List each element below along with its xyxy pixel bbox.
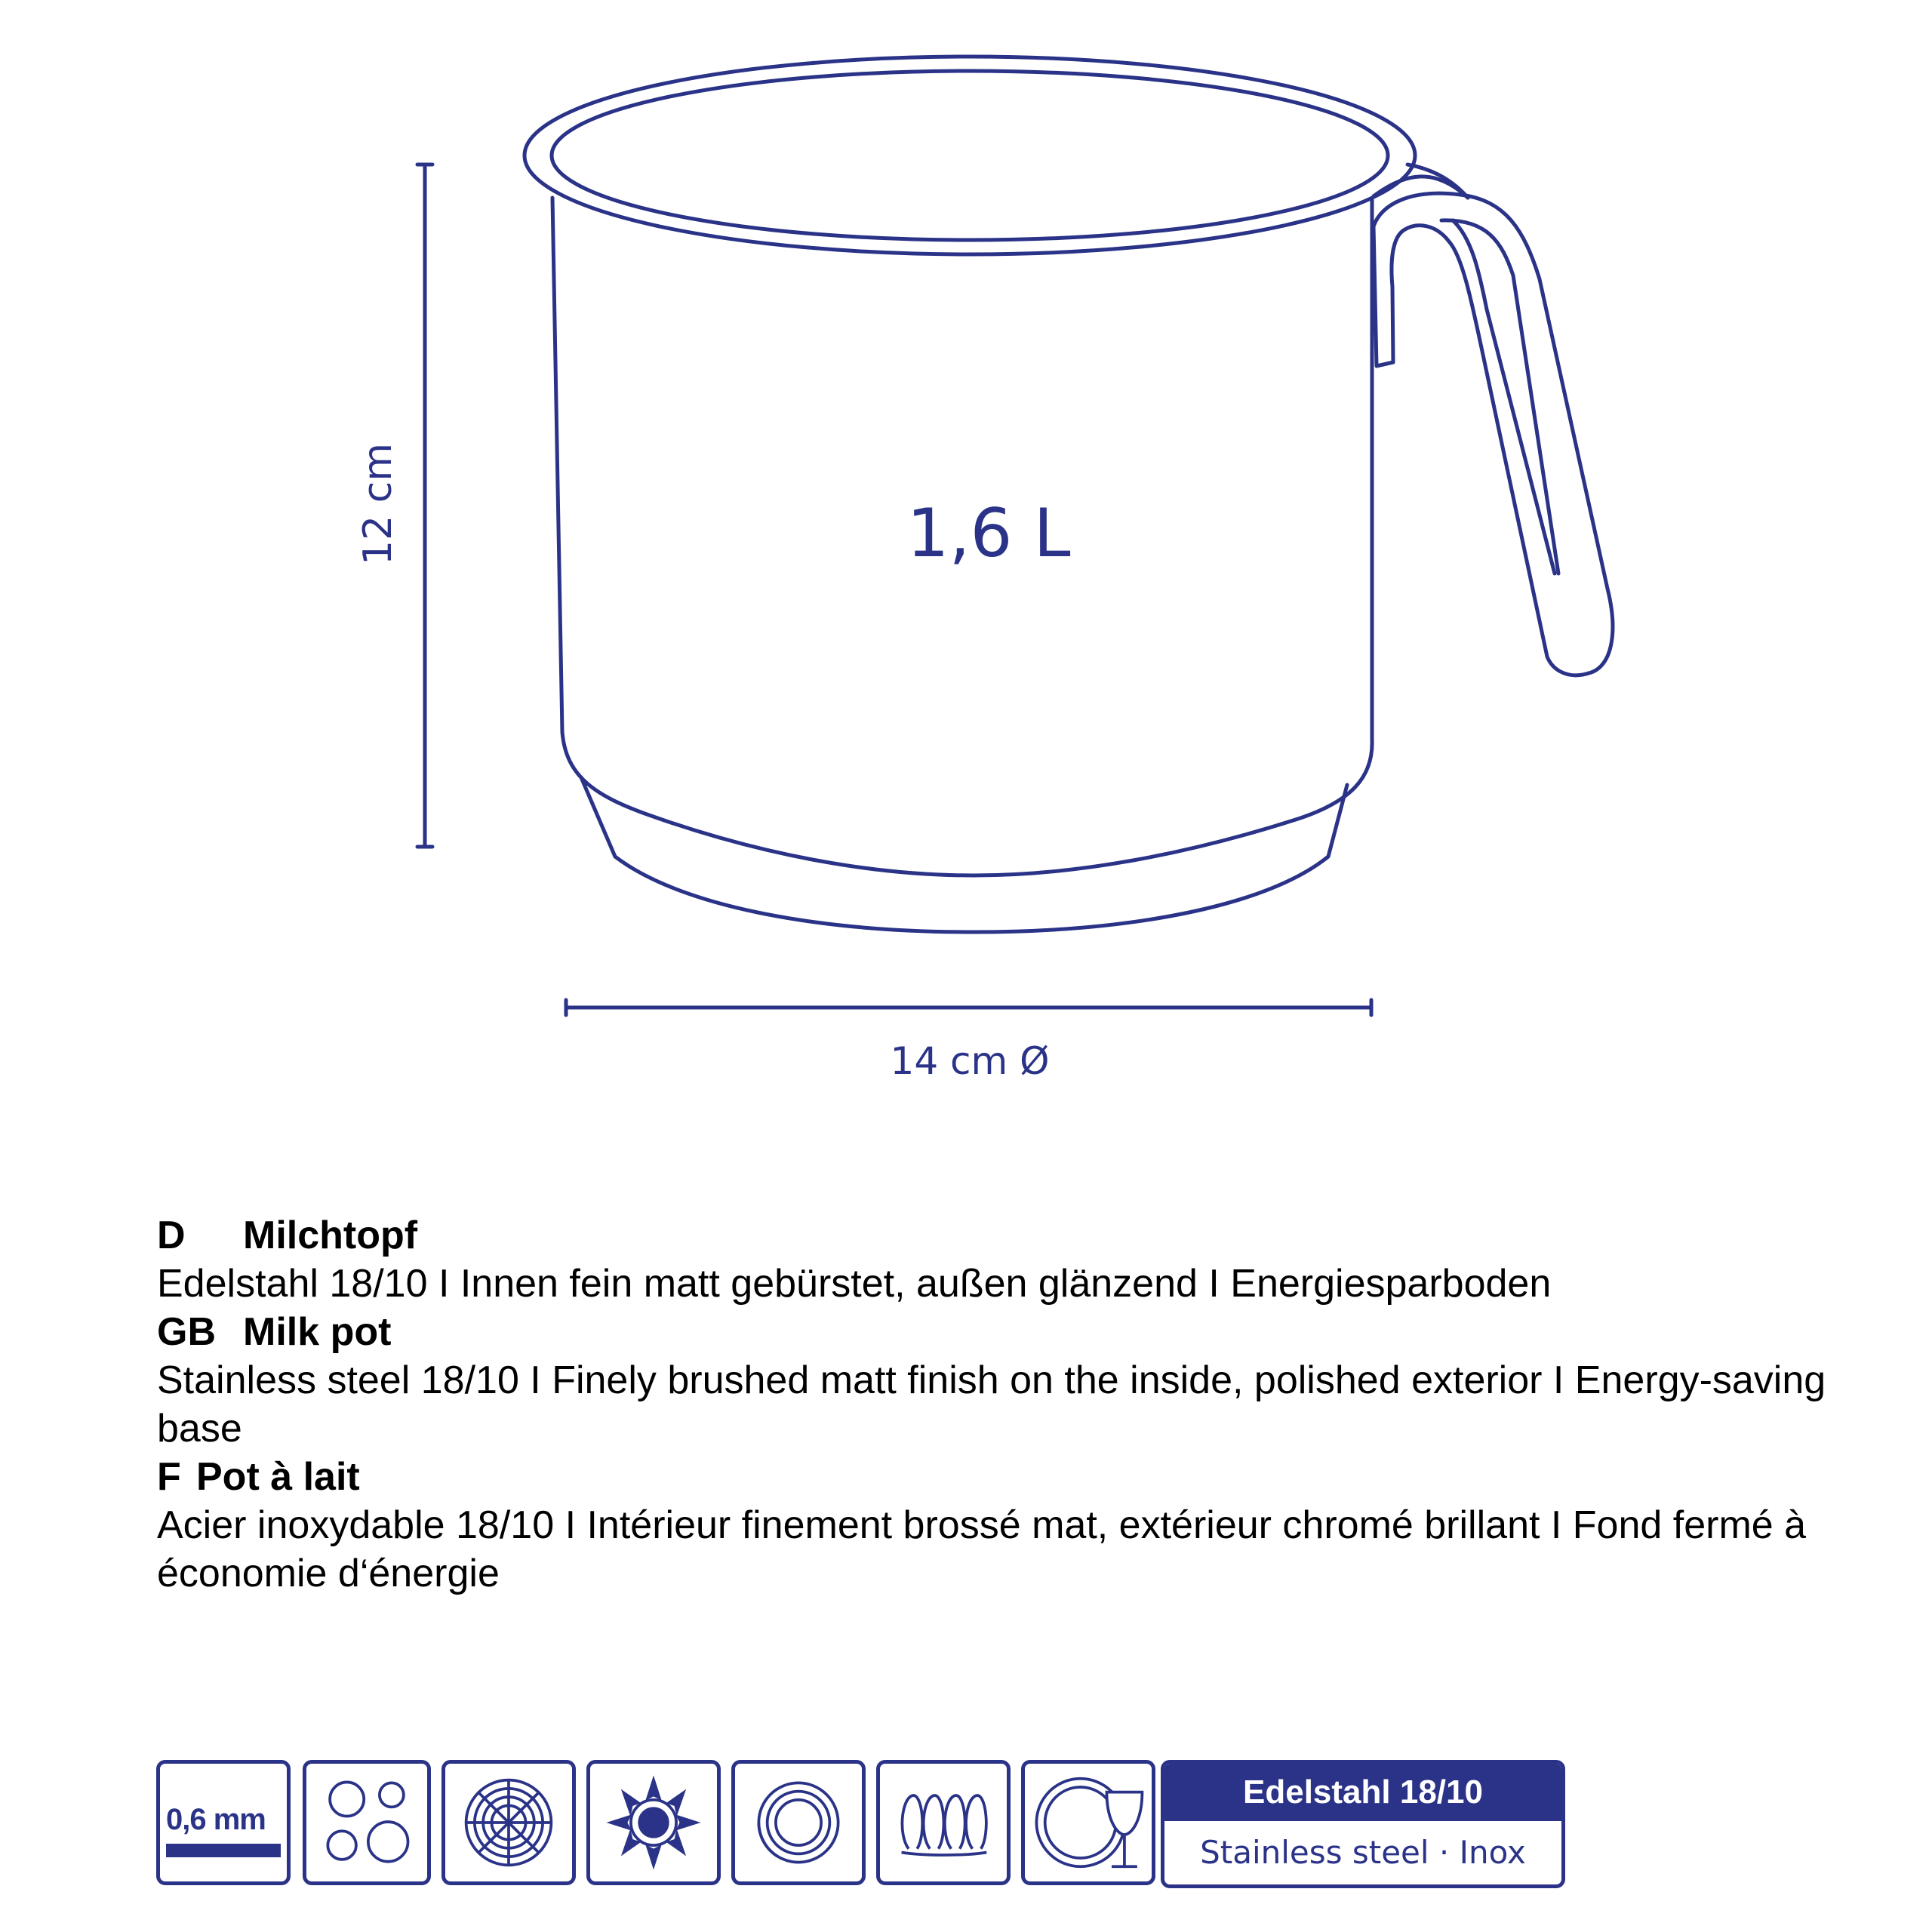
height-dimension-line [417, 165, 432, 847]
dishwasher-safe-icon [1021, 1760, 1155, 1885]
volume-label: 1,6 L [906, 494, 1071, 572]
description-english [157, 1308, 1855, 1453]
english-title-row [157, 1308, 1855, 1356]
diameter-dimension-line [566, 1000, 1371, 1015]
description-german [157, 1211, 1855, 1308]
material-badge [1161, 1760, 1565, 1888]
gas-hob-icon [586, 1760, 721, 1885]
description-french [157, 1453, 1855, 1598]
material-badge-title: Edelstahl 18/10 [1164, 1764, 1561, 1821]
diameter-label: 14 cm Ø [890, 1039, 1050, 1083]
german-body: Edelstahl 18/10 I Innen fein matt gebürstet, außen glänzend I Energiesparboden [157, 1262, 1552, 1306]
halogen-hob-icon [731, 1760, 866, 1885]
material-badge-subtitle: Stainless steel · Inox [1200, 1834, 1526, 1871]
french-body: Acier inoxydable 18/10 I Intérieur finement brossé mat, extérieur chromé brillant I Fond fermé à économie d‘énergie [157, 1503, 1807, 1595]
thickness-label: 0,6 mm [166, 1803, 266, 1836]
ceramic-hob-icon [441, 1760, 576, 1885]
english-title: Milk pot [243, 1310, 392, 1354]
german-title: Milchtopf [243, 1214, 418, 1257]
material-thickness-icon [156, 1760, 291, 1885]
language-code-de: D [157, 1214, 186, 1257]
language-code-gb: GB [157, 1310, 216, 1354]
german-title-row [157, 1211, 1855, 1260]
english-body: Stainless steel 18/10 I Finely brushed matt finish on the inside, polished exterior I Energy-saving base [157, 1358, 1826, 1451]
product-description [157, 1211, 1855, 1598]
induction-hob-icon [876, 1760, 1011, 1885]
french-title-row [157, 1453, 1855, 1501]
pot-handle [1374, 165, 1613, 675]
language-code-f: F [157, 1455, 181, 1499]
height-label: 12 cm [355, 443, 401, 565]
electric-hob-icon [303, 1760, 431, 1885]
thickness-bar [166, 1844, 281, 1857]
french-title: Pot à lait [196, 1455, 360, 1499]
